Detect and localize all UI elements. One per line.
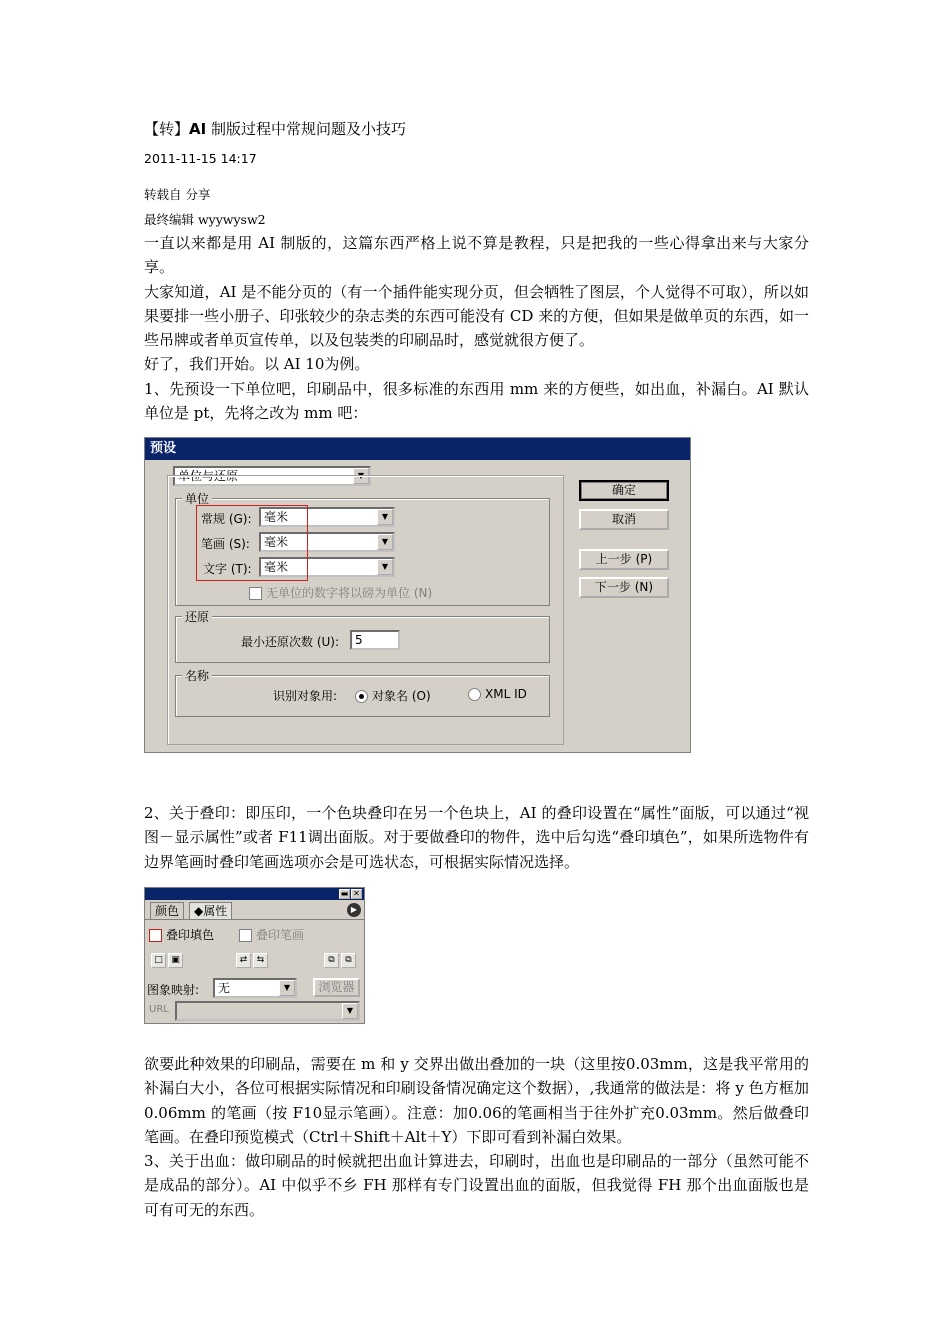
title-prefix: 【转】 [144,120,190,138]
center-hide-icon[interactable]: □ [151,953,166,968]
min-undo-value: 5 [355,633,363,647]
undo-group-label: 还原 [182,608,212,625]
article-source: 转载自 分享 [144,187,211,202]
stroke-label: 笔画 (S): [201,537,250,551]
preferences-dialog [144,437,691,753]
evenodd-fill-icon[interactable]: ⧉ [341,953,356,968]
imagemap-select[interactable] [213,978,297,998]
chevron-down-icon: ▼ [353,468,369,484]
prev-button[interactable]: 上一步 (P) [579,549,669,570]
attributes-panel [144,887,365,1024]
general-label: 常规 (G): [201,512,252,526]
overprint-fill-label: 叠印填色 [166,928,215,942]
imagemap-label: 图象映射: [147,983,200,997]
unitless-label: 无单位的数字将以磅为单位 (N) [266,586,433,600]
checkbox-icon [239,929,252,942]
units-group-label: 单位 [182,490,212,507]
browser-button[interactable]: 浏览器 [313,978,360,997]
settings-frame [167,475,564,745]
section-2-text: 2、关于叠印：即压印，一个色块叠印在另一个色块上，AI 的叠印设置在“属性”面版，可以通过“视图－显示属性”或者 F11调出面版。对于要做叠印的物件，选中后勾选“叠印填色”，如果所选物件有边界笔画时叠印笔画选项亦会是可选状态，可根据实际情况选择。 [144,804,809,871]
general-unit-value: 毫米 [264,510,289,524]
reverse-path-icon[interactable]: ⇄ [236,953,251,968]
names-group-label: 名称 [182,667,212,684]
overprint-stroke-label: 叠印笔画 [256,928,305,942]
tab-attributes-label: 属性 [203,904,228,918]
section-3a-text: 欲要此种效果的印刷品，需要在 m 和 y 交界出做出叠加的一块（这里按0.03mm，这是我平常用的补漏白大小，各位可根据实际情况和印刷设备情况确定这个数据），,我通常的做法是：将 y 色方框加0.06mm 的笔画（按 F10显示笔画）。注意：加0.06的笔画相当于往外扩充0.03mm。然后做叠印笔画。在叠印预览模式（Ctrl＋Shift＋Alt＋Y）下即可看到补漏白效果。 [144,1055,809,1146]
chevron-down-icon: ▼ [377,509,393,525]
reverse-path-alt-icon[interactable]: ⇆ [253,953,268,968]
center-show-icon[interactable]: ▣ [168,953,183,968]
close-icon[interactable]: ✕ [351,889,362,899]
chevron-down-icon: ▼ [279,980,295,996]
url-select[interactable] [175,1001,360,1021]
type-label: 文字 (T): [203,562,252,576]
ok-button[interactable]: 确定 [579,480,669,501]
next-button[interactable]: 下一步 (N) [579,577,669,598]
section-3-paragraphs [144,1052,809,1222]
overprint-fill-checkbox[interactable] [149,926,214,943]
nonzero-fill-icon[interactable]: ⧉ [324,953,339,968]
category-value: 单位与还原 [178,469,239,483]
url-label: URL [149,1004,169,1015]
section-2-paragraph [144,801,809,874]
imagemap-value: 无 [218,981,231,995]
intro-paragraph: 好了，我们开始。以 AI 10为例。 [144,355,370,374]
intro-paragraph: 大家知道，AI 是不能分页的（有一个插件能实现分页，但会牺牲了图层，个人觉得不可取），所以如果要排一些小册子、印张较少的杂志类的东西可能没有 CD 来的方便，但如果是做单页的东西，如一些吊牌或者单页宣传单，以及包装类的印刷品时，感觉就很方便了。 [144,282,809,350]
intro-paragraph: 一直以来都是用 AI 制版的，这篇东西严格上说不算是教程，只是把我的一些心得拿出来与大家分享。 [144,234,809,277]
title-rest: 制版过程中常规问题及小技巧 [206,120,406,138]
tab-attributes[interactable]: ◆属性 [189,902,232,920]
checkbox-icon [149,929,162,942]
dialog-title: 预设 [145,438,690,460]
chevron-down-icon: ▼ [377,559,393,575]
tab-divider [145,919,364,920]
chevron-down-icon: ▼ [377,534,393,550]
overprint-stroke-checkbox[interactable] [239,926,304,943]
xml-id-label: XML ID [485,687,527,701]
panel-menu-icon[interactable]: ▶ [347,903,361,917]
article-title [144,118,406,139]
identify-label: 识别对象用: [273,689,338,703]
intro-paragraphs [144,231,809,425]
minimize-icon[interactable]: ▬ [340,889,349,898]
min-undo-label: 最小还原次数 (U): [241,635,340,649]
stroke-unit-value: 毫米 [264,535,289,549]
title-ai: AI [189,120,207,138]
chevron-down-icon: ▼ [342,1003,358,1019]
article-date: 2011-11-15 14:17 [144,151,257,166]
section-3b-text: 3、关于出血：做印刷品的时候就把出血计算进去，印刷时，出血也是印刷品的一部分（虽然可能不是成品的部分）。AI 中似乎不乡 FH 那样有专门设置出血的面版，但我觉得 FH 那个出血面版也是可有可无的东西。 [144,1152,809,1219]
tab-color[interactable]: 颜色 [150,902,184,920]
intro-paragraph: 1、先预设一下单位吧，印刷品中，很多标准的东西用 mm 来的方便些，如出血，补漏白。AI 默认单位是 pt，先将之改为 mm 吧： [144,379,809,423]
object-name-label: 对象名 (O) [372,689,431,703]
article-editor: 最终编辑 wyywysw2 [144,212,266,227]
panel-titlebar [145,888,364,900]
type-unit-value: 毫米 [264,560,289,574]
cancel-button[interactable]: 取消 [579,509,669,530]
